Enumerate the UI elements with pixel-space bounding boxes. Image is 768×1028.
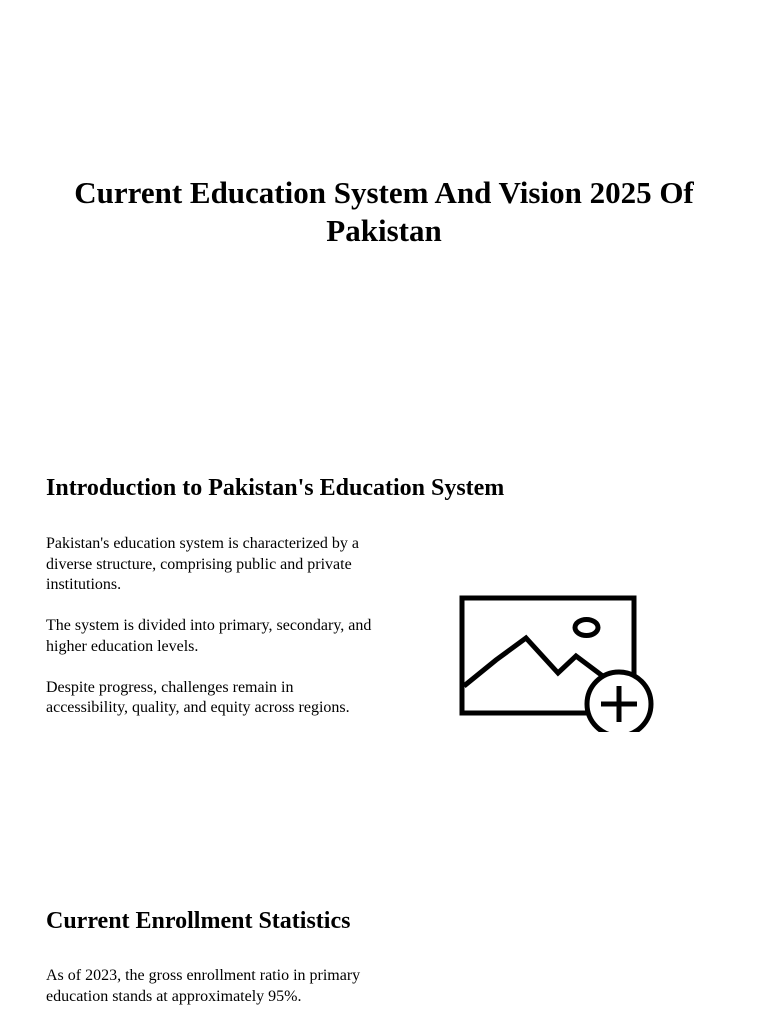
mountain-line <box>464 638 608 686</box>
intro-paragraph-1: Pakistan's education system is characterized by a diverse structure, comprising public and private institutions. <box>46 535 359 593</box>
enrollment-heading: Current Enrollment Statistics <box>46 908 351 934</box>
intro-paragraph-2: The system is divided into primary, secondary, and higher education levels. <box>46 617 372 655</box>
enrollment-text <box>46 966 378 1028</box>
intro-paragraph-3: Despite progress, challenges remain in accessibility, quality, and equity across regions. <box>46 678 350 716</box>
intro-text <box>46 534 378 739</box>
intro-heading: Introduction to Pakistan's Education System <box>46 475 505 501</box>
enrollment-paragraph-1: As of 2023, the gross enrollment ratio in primary education stands at approximately 95%. <box>46 967 361 1005</box>
add-image-icon[interactable] <box>458 594 656 732</box>
sun-circle <box>575 620 598 636</box>
page-title: Current Education System And Vision 2025 Of Pakistan <box>74 175 694 248</box>
